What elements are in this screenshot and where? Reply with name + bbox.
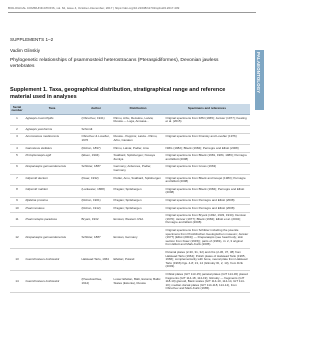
table-row bbox=[10, 271, 250, 293]
author-name: Vadim Glinskiy bbox=[10, 48, 41, 53]
journal-header: BIOLOGICAL COMMUNICATIONS, vol. 62, issue 4, October–December, 2017 | https://doi.org/10.21638/11701/spbu03.2017.409 bbox=[8, 6, 180, 10]
column-header-specimens: Specimens and references bbox=[164, 104, 250, 115]
row-specimens: Original specimens from Blieck (1984); Pernègre and Elliott (2008) bbox=[164, 186, 250, 197]
row-distribution: Pragian; Spitsbergen bbox=[112, 186, 164, 197]
section-side-tab bbox=[255, 50, 264, 110]
row-distribution: Lower Eifelian, Bálti, Estonia; Baltic States (Estonia), Russia bbox=[112, 271, 164, 293]
table-row bbox=[10, 145, 250, 153]
row-distribution: Emsian, Germany bbox=[112, 227, 164, 249]
row-serial: 10 bbox=[10, 205, 24, 213]
row-distribution: Eifelian; Poland bbox=[112, 249, 164, 271]
row-author: Halstead Tarlo, 1964 bbox=[80, 249, 112, 271]
table-row bbox=[10, 126, 250, 134]
row-specimens: Original specimens from Pernègre and Elliott (2008) bbox=[164, 205, 250, 213]
row-serial: 6 bbox=[10, 163, 24, 174]
table-row bbox=[10, 175, 250, 186]
row-author: (Rohon, 1897) bbox=[80, 145, 112, 153]
row-specimens: Orbital plates (GIT 113-15) parietal plates (GIT 114-30) placed fragments (GIT 114-18, 114-19); Glinskiy — fragments (GIT 118-10) glenoid, Bank scales (GIT 114-10, 114-14, GIT 114-10); median dorsal plates (GIT 114-118, 114-14), from Obruchev and Mark-Kurik (1965). bbox=[164, 271, 250, 293]
table-title: Supplement 1. Taxa, geographical distribution, stratigraphical range and reference material used in analyses bbox=[10, 87, 226, 100]
row-taxon: Guerichosteus kozlowskii bbox=[24, 271, 80, 293]
table-row bbox=[10, 133, 250, 144]
row-taxon: Aglaspis yacuformis bbox=[24, 126, 80, 134]
row-distribution: Podler, Amu, Svalbard, Spitsbergen bbox=[112, 175, 164, 186]
row-specimens: Original specimens from Gross (1963) bbox=[164, 163, 250, 174]
section-side-tab-label: PALAEONTOLOGY bbox=[256, 52, 261, 94]
row-author: (Lankester, 1868) bbox=[80, 186, 112, 197]
column-header-author: Author bbox=[80, 104, 112, 115]
row-author: (Elsen, 1904) bbox=[80, 152, 112, 163]
table-row bbox=[10, 205, 250, 213]
row-author: (Obruchev, 1941) bbox=[80, 115, 112, 126]
column-header-serial: Serial number bbox=[10, 104, 24, 115]
row-specimens: Original specimens from Pernègre and Elliott (2008) bbox=[164, 197, 250, 205]
row-taxon: Psammolepis paradoxa bbox=[24, 212, 80, 227]
row-distribution: Pärnu, Arbu, Rezekne, Latvia; Russia — Luga, Amsasa... bbox=[112, 115, 164, 126]
table-row bbox=[10, 115, 250, 126]
row-specimens bbox=[164, 126, 250, 134]
row-distribution: Svalbard, Spitsbergen; Novaya Zemlya bbox=[112, 152, 164, 163]
row-author: (Rohon, 1901) bbox=[80, 197, 112, 205]
row-serial: 3 bbox=[10, 133, 24, 144]
row-author: Bryant, 1932 bbox=[80, 212, 112, 227]
row-serial: 11 bbox=[10, 212, 24, 227]
header-divider bbox=[8, 12, 256, 13]
row-author: (Kiaer, 1932) bbox=[80, 175, 112, 186]
row-specimens: Original specimens from Schlüter including the juvenile specimens from Prosbilischen Geologischen museum; Janvier (1977) (Elliot (2004)) — Drepanaspis (see head body; skin section from Kiaer (1915)); parts of (1981), in: 2, 3 original from Elliott and Mark-Kurik (2005). bbox=[164, 227, 250, 249]
row-taxon: Anomosteus mediocrevis bbox=[24, 133, 80, 144]
row-distribution: Pragian; Spitsbergen bbox=[112, 205, 164, 213]
table-row bbox=[10, 186, 250, 197]
table-row bbox=[10, 163, 250, 174]
row-distribution: Germany; Ardennes, Podler, Germany bbox=[112, 163, 164, 174]
row-taxon: Rjabinia proxima bbox=[24, 197, 80, 205]
row-author: Obruchev & Lovefter, 1976 bbox=[80, 133, 112, 144]
row-taxon: Ganosteus stellatus bbox=[24, 145, 80, 153]
table-header-row bbox=[10, 104, 250, 115]
row-author: (Rohon, 1912) bbox=[80, 205, 112, 213]
row-specimens: Original specimens from Blieck and Goujet (1983); Pernègre and Elliott (2008) bbox=[164, 175, 250, 186]
row-serial: 13 bbox=[10, 249, 24, 271]
row-distribution: Emsian; Western USA bbox=[112, 212, 164, 227]
row-serial: 12 bbox=[10, 227, 24, 249]
row-taxon: Drepanaspis gemuendenensis bbox=[24, 227, 80, 249]
row-serial: 9 bbox=[10, 197, 24, 205]
supplements-label: SUPPLEMENTS 1–2 bbox=[10, 37, 54, 42]
table-row bbox=[10, 197, 250, 205]
table-row bbox=[10, 227, 250, 249]
column-header-taxa: Taxa bbox=[24, 104, 80, 115]
row-taxon: Psammosteus bbox=[24, 205, 80, 213]
row-author: Schlüter, 1887 bbox=[80, 163, 112, 174]
row-serial: 14 bbox=[10, 271, 24, 293]
row-serial: 5 bbox=[10, 152, 24, 163]
row-serial: 8 bbox=[10, 186, 24, 197]
row-taxon: Guerichosteus kozlowskii bbox=[24, 249, 80, 271]
column-header-distribution: Distribution bbox=[112, 104, 164, 115]
row-distribution: Russia - Peppins; Latvia - Pärnu, Arbu, Canalen bbox=[112, 133, 164, 144]
row-serial: 2 bbox=[10, 126, 24, 134]
table-row bbox=[10, 249, 250, 271]
row-taxon: Drepanaspis gemuendenensis bbox=[24, 163, 80, 174]
taxa-table bbox=[10, 104, 250, 293]
article-title: Phylogenetic relationships of psammosteid heterostracans (Pteraspidiformes), Devonian jawless vertebrates bbox=[10, 58, 219, 69]
row-serial: 1 bbox=[10, 115, 24, 126]
row-taxon: Protopteraspis egill bbox=[24, 152, 80, 163]
row-serial: 4 bbox=[10, 145, 24, 153]
row-specimens: Original specimens from Blieck (1981, 1984, 1986); Pernègre and Elliott (2008) bbox=[164, 152, 250, 163]
row-taxon: Aglaspis macrothyllis bbox=[24, 115, 80, 126]
row-distribution bbox=[112, 126, 164, 134]
row-distribution: Pärnu, Latvia; Podler, Amu bbox=[112, 145, 164, 153]
row-specimens: Polonial plates (2-30, 31, 32) and ribs (2-36, 37, 38) from Halstead Tarlo (1964); Polish plates of Halstead Tarlo (1965, 1966); complementarity with bone, neural plate from Halstead Tarlo (1966) figs. 4-8; 13, 14 (Glinskiy ID, 2, 13), from Dzik (2003). bbox=[164, 249, 250, 271]
row-specimens: Original specimens from IMM (1965); Janvier (1977); Keating et al. (2015) bbox=[164, 115, 250, 126]
row-author: (Pseudoschlee, 1912) bbox=[80, 271, 112, 293]
row-specimens: Original specimens from Bryant (1932, 1933, 1934); Denison (1970); Janvier (1977); Blieck (1984); Elliott et al. (2004); Pernègre and Elliott (2008) bbox=[164, 212, 250, 227]
table-row bbox=[10, 212, 250, 227]
table-row bbox=[10, 152, 250, 163]
row-specimens: Original specimens from Dronsky and Lovefter (1976) bbox=[164, 133, 250, 144]
row-author: Schmidt bbox=[80, 126, 112, 134]
row-author: Schlüter, 1887 bbox=[80, 227, 112, 249]
row-distribution: Pragian; Spitsbergen bbox=[112, 197, 164, 205]
row-taxon: Gilpsmitt mahleri bbox=[24, 186, 80, 197]
row-specimens: NMG (1982); Blieck (1984); Pernègre and Elliott (2008) bbox=[164, 145, 250, 153]
row-taxon: Gilpsmitt deckeri bbox=[24, 175, 80, 186]
row-serial: 7 bbox=[10, 175, 24, 186]
